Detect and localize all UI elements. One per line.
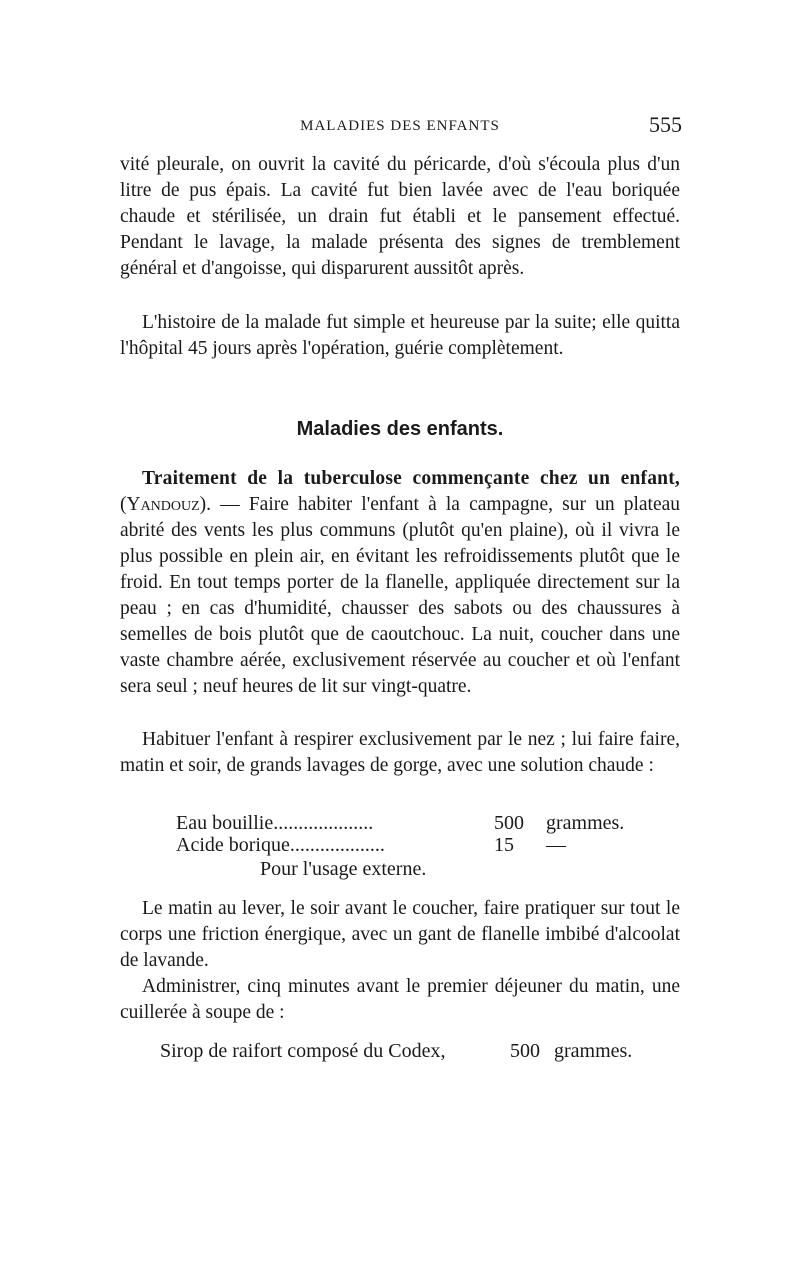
recipe-row — [176, 834, 646, 856]
syrup-name: Sirop de raifort composé du Codex, — [160, 1040, 446, 1062]
recipe-ingredient: Acide borique................... — [176, 834, 385, 856]
paragraph-body: — Faire habiter l'enfant à la campagne, sur un plateau abrité des vents les plus communs (plutôt qu'en plaine), où il vivra le plus possible en plein air, en évitant les refroidissements plutôt que le froid. En tout temps porter de la flanelle, appliquée directement sur la peau ; en cas d'humidité, chausser des sabots ou des chaussures à semelles de bois plutôt que de caoutchouc. La nuit, coucher dans une vaste chambre aérée, exclusivement réservée au coucher et où l'enfant sera seul ; neuf heures de lit sur vingt-quatre. — [120, 494, 681, 697]
paragraph-text: L'histoire de la malade fut simple et heureuse par la suite; elle quitta l'hôpital 45 jours après l'opération, guérie complètement. — [120, 312, 680, 359]
paragraph-habituer — [120, 727, 680, 779]
syrup-unit: grammes. — [554, 1040, 633, 1062]
recipe-usage: Pour l'usage externe. — [260, 858, 427, 880]
recipe-quantity: 500 — [494, 812, 524, 834]
paragraph-traitement — [120, 466, 680, 700]
paragraph-text: vité pleurale, on ouvrit la cavité du péricarde, d'où s'écoula plus d'un litre de pus épais. La cavité fut bien lavée avec de l'eau boriquée chaude et stérilisée, un drain fut établi et le pansement effectué. Pendant le lavage, la malade présenta des signes de tremblement général et d'angoisse, qui disparurent aussitôt après. — [120, 154, 680, 279]
syrup-quantity: 500 — [510, 1040, 540, 1062]
recipe-quantity: 15 — [494, 834, 514, 856]
paragraph-pericarde — [120, 152, 680, 282]
recipe-row — [176, 812, 646, 834]
paragraph-administrer — [120, 974, 680, 1026]
section-title: Maladies des enfants. — [296, 418, 504, 440]
recipe-unit: — — [546, 834, 566, 856]
paragraph-text: Administrer, cinq minutes avant le premier déjeuner du matin, une cuillerée à soupe de : — [120, 976, 680, 1023]
run-in-heading: Traitement de la tuberculose commençante chez un enfant, — [142, 468, 680, 489]
page-header — [118, 112, 682, 142]
paragraph-histoire — [120, 310, 680, 362]
paragraph-text: Le matin au lever, le soir avant le coucher, faire pratiquer sur tout le corps une friction énergique, avec un gant de flanelle imbibé d'alcoolat de lavande. — [120, 898, 680, 971]
paragraph-friction — [120, 896, 680, 974]
author-name: (Yandouz). — [120, 494, 212, 515]
recipe-list — [176, 812, 646, 856]
recipe-unit: grammes. — [546, 812, 625, 834]
running-head: MALADIES DES ENFANTS — [300, 118, 500, 134]
paragraph-text — [120, 466, 680, 700]
page-number: 555 — [649, 112, 682, 137]
recipe-ingredient: Eau bouillie.................... — [176, 812, 374, 834]
paragraph-text: Habituer l'enfant à respirer exclusivement par le nez ; lui faire faire, matin et soir, de grands lavages de gorge, avec une solution chaude : — [120, 729, 680, 776]
